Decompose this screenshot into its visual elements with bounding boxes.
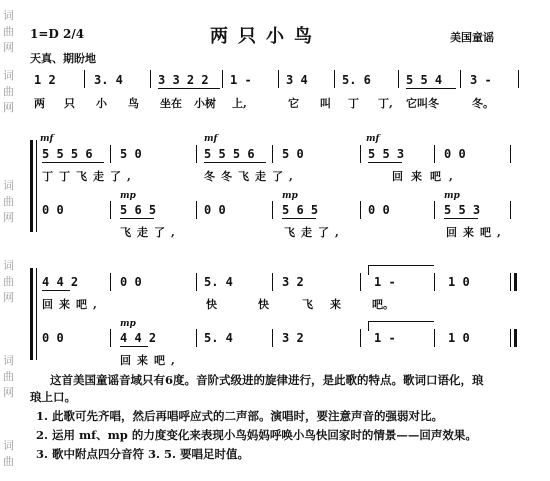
lyric: 回来吧, — [446, 226, 507, 239]
intro-paragraph: 这首美国童谣音域只有6度。音阶式级进的旋律进行，是此歌的特点。歌词口语化，琅 — [50, 373, 484, 387]
measure: 0 0 — [368, 203, 390, 217]
song-origin: 美国童谣 — [450, 31, 494, 44]
lyric: 飞走了, — [120, 226, 181, 239]
lyric: 冬。 — [472, 97, 494, 110]
lyric: 丁, — [378, 97, 393, 110]
measure: 3 3 2 2 — [158, 73, 209, 87]
watermark-char: 曲 — [3, 455, 14, 468]
measure: 5 0 — [120, 147, 142, 161]
watermark-char: 曲 — [3, 275, 14, 288]
watermark-strip — [3, 0, 21, 481]
dynamic-mark: mp — [120, 191, 136, 201]
note-1: 1. 此歌可先齐唱，然后再唱呼应式的二声部。演唱时，要注意声音的强弱对比。 — [36, 409, 444, 423]
measure: 3 4 — [286, 73, 308, 87]
measure: 0 0 — [42, 203, 64, 217]
measure: 5 5 3 — [368, 147, 405, 161]
tempo-marking: 天真、期盼地 — [30, 52, 96, 65]
lyric: 它 — [288, 97, 299, 110]
lyric: 只 — [64, 97, 75, 110]
lyric: 它叫冬 — [406, 97, 439, 110]
measure: 3 2 — [282, 275, 304, 289]
dynamic-mark: mp — [120, 319, 136, 329]
lyric: 来 — [330, 298, 341, 311]
watermark-char: 词 — [3, 69, 14, 82]
watermark-char: 曲 — [3, 25, 14, 38]
watermark-char: 网 — [3, 41, 14, 54]
dynamic-mark: mf — [40, 134, 54, 144]
measure: 3. 4 — [94, 73, 123, 87]
measure: 4 4 2 — [120, 331, 157, 345]
measure: 1 0 — [448, 275, 470, 289]
measure: 5 5 5 6 — [204, 147, 255, 161]
note-3: 3. 歌中附点四分音符 3. 5. 要唱足时值。 — [36, 447, 250, 461]
measure: 5 0 — [282, 147, 304, 161]
watermark-char: 网 — [3, 211, 14, 224]
measure: 0 0 — [204, 203, 226, 217]
dynamic-mark: mp — [282, 191, 298, 201]
dynamic-mark: mf — [366, 134, 380, 144]
lyric: 回来吧, — [392, 170, 461, 183]
dynamic-mark: mf — [204, 134, 218, 144]
measure: 1 - — [374, 331, 396, 345]
measure: 1 2 — [34, 73, 56, 87]
measure: 3 2 — [282, 331, 304, 345]
watermark-char: 词 — [3, 179, 14, 192]
measure: 3 - — [470, 73, 492, 87]
lyric: 坐在 — [160, 97, 182, 110]
measure: 1 - — [374, 275, 396, 289]
watermark-char: 词 — [3, 259, 14, 272]
measure: 4 4 2 — [42, 275, 79, 289]
lyric: 回来吧, — [42, 298, 103, 311]
measure: 5. 6 — [342, 73, 371, 87]
lyric: 丁 — [348, 97, 359, 110]
measure: 0 0 — [444, 147, 466, 161]
measure: 0 0 — [42, 331, 64, 345]
watermark-char: 网 — [3, 386, 14, 399]
lyric: 飞 — [302, 298, 313, 311]
watermark-char: 曲 — [3, 370, 14, 383]
measure: 0 0 — [120, 275, 142, 289]
measure: 1 0 — [448, 331, 470, 345]
watermark-char: 曲 — [3, 195, 14, 208]
lyric: 叫 — [320, 97, 331, 110]
song-title: 两只小鸟 — [210, 26, 322, 47]
watermark-char: 网 — [3, 291, 14, 304]
lyric: 小树 — [194, 97, 216, 110]
lyric: 飞走了, — [284, 226, 345, 239]
watermark-char: 词 — [3, 439, 14, 452]
measure: 5 5 4 — [406, 73, 443, 87]
lyric: 丁丁飞走了, — [42, 170, 137, 183]
lyric: 回来吧, — [120, 354, 181, 367]
note-2: 2. 运用 mf、mp 的力度变化来表现小鸟妈妈呼唤小鸟快回家时的情景——回声效果。 — [36, 428, 477, 442]
measure: 5 6 5 — [120, 203, 157, 217]
key-signature: 1=D 2/4 — [30, 27, 85, 41]
lyric: 冬冬飞走了, — [204, 170, 299, 183]
lyric: 吧。 — [372, 298, 394, 311]
lyric: 小 — [96, 97, 107, 110]
lyric: 上, — [232, 97, 247, 110]
watermark-char: 网 — [3, 101, 14, 114]
measure: 5 5 3 — [444, 203, 481, 217]
watermark-char: 词 — [3, 354, 14, 367]
lyric: 鸟 — [128, 97, 139, 110]
lyric: 两 — [34, 97, 45, 110]
measure: 5. 4 — [204, 275, 233, 289]
measure: 5 6 5 — [282, 203, 319, 217]
watermark-char: 曲 — [3, 85, 14, 98]
measure: 5 5 5 6 — [42, 147, 93, 161]
lyric: 快 — [258, 298, 269, 311]
watermark-char: 词 — [3, 9, 14, 22]
measure: 1 - — [230, 73, 252, 87]
lyric: 快 — [206, 298, 217, 311]
measure: 5. 4 — [204, 331, 233, 345]
dynamic-mark: mp — [444, 191, 460, 201]
intro-paragraph-cont: 琅上口。 — [30, 390, 76, 404]
